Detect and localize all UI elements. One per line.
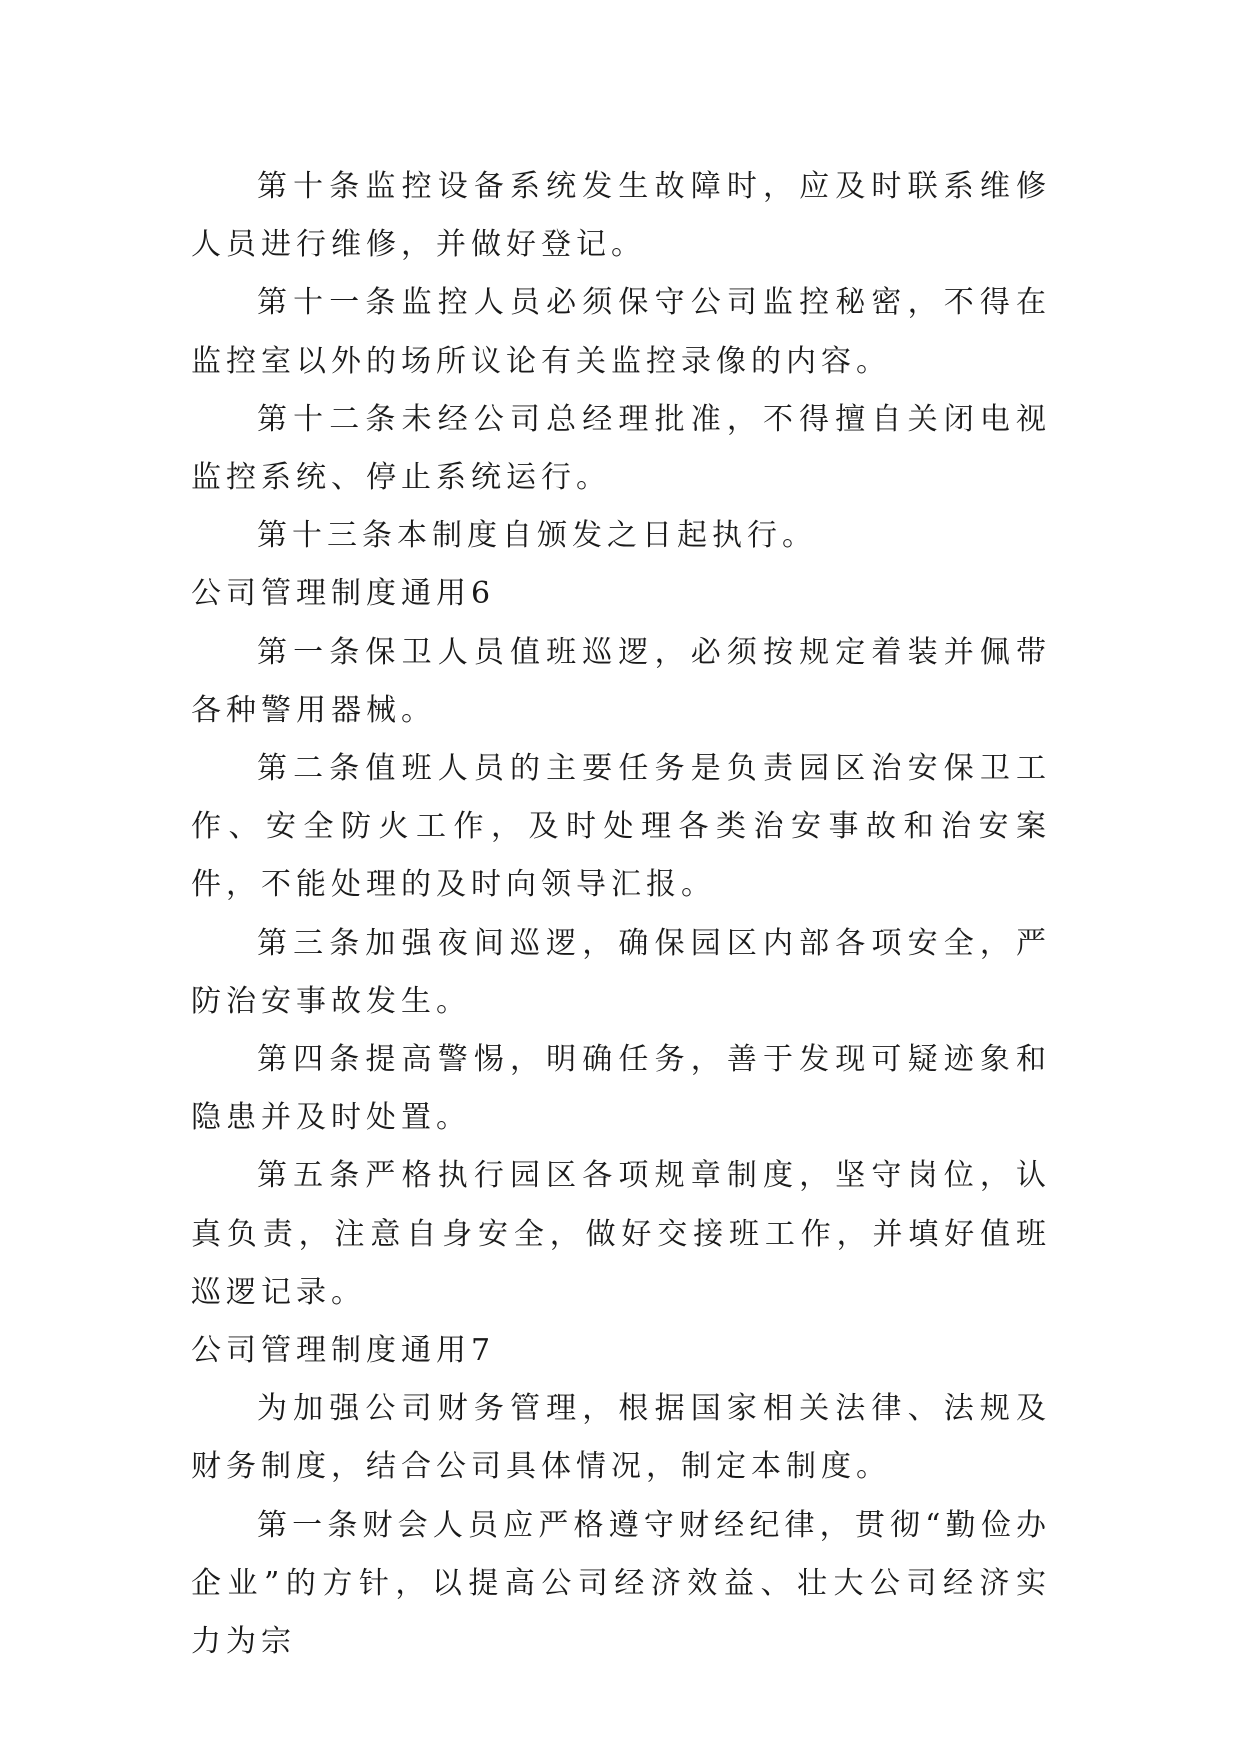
paragraph-article-12: 第十二条未经公司总经理批准，不得擅自关闭电视监控系统、停止系统运行。	[191, 401, 1051, 496]
paragraph-article-11: 第十一条监控人员必须保守公司监控秘密，不得在监控室以外的场所议论有关监控录像的内容。	[191, 285, 1051, 379]
paragraph-intro: 为加强公司财务管理，根据国家相关法律、法规及财务制度，结合公司具体情况，制定本制度。	[191, 1391, 1051, 1485]
paragraph-article-5: 第五条严格执行园区各项规章制度，坚守岗位，认真负责，注意自身安全，做好交接班工作，并填好值班巡逻记录。	[191, 1158, 1051, 1310]
section-heading-7: 公司管理制度通用7	[191, 1333, 496, 1369]
document-body	[191, 158, 1051, 1671]
paragraph-article-1: 第一条保卫人员值班巡逻，必须按规定着装并佩带各种警用器械。	[191, 634, 1051, 728]
paragraph-article-3: 第三条加强夜间巡逻，确保园区内部各项安全，严防治安事故发生。	[191, 925, 1051, 1019]
paragraph-article-10: 第十条监控设备系统发生故障时，应及时联系维修人员进行维修，并做好登记。	[191, 169, 1051, 263]
paragraph-article-13: 第十三条本制度自颁发之日起执行。	[257, 518, 817, 554]
paragraph-article-4: 第四条提高警惕，明确任务，善于发现可疑迹象和隐患并及时处置。	[191, 1042, 1051, 1136]
paragraph-article-2: 第二条值班人员的主要任务是负责园区治安保卫工作、安全防火工作，及时处理各类治安事故和治安案件，不能处理的及时向领导汇报。	[191, 751, 1051, 903]
section-heading-6: 公司管理制度通用6	[191, 576, 496, 612]
paragraph-finance-article-1: 第一条财会人员应严格遵守财经纪律，贯彻“勤俭办企业”的方针，以提高公司经济效益、壮大公司经济实力为宗	[191, 1507, 1051, 1660]
